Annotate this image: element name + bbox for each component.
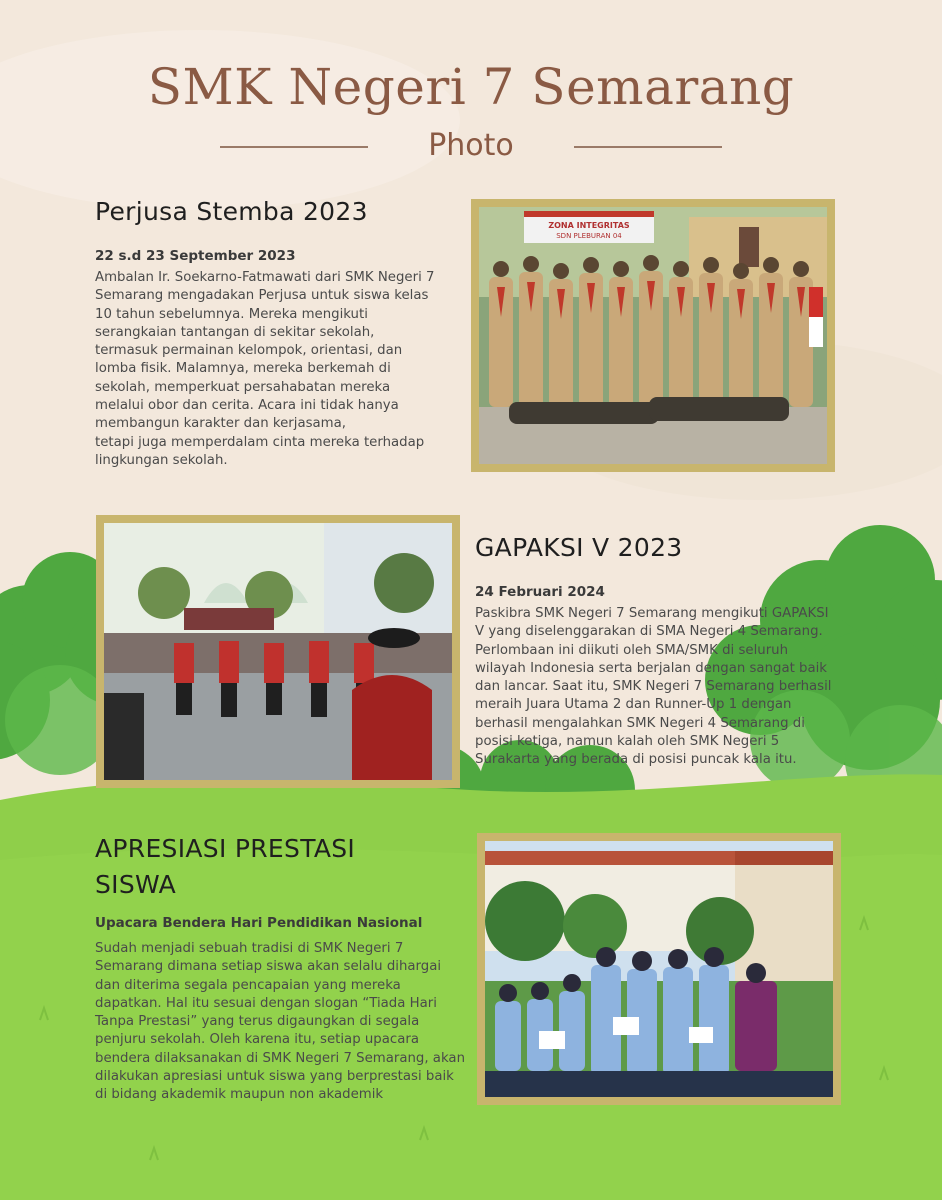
section-text-apresiasi: Sudah menjadi sebuah tradisi di SMK Negeri 7 Semarang dimana setiap siswa akan selalu dihargai dan diterima segala pencapaian yang mereka dapatkan. Hal itu sesuai dengan slogan “Tiada Hari Tanpa Prestasi” yang terus digaungkan di segala penjuru sekolah. Oleh karena itu, setiap upacara bendera dilaksanakan di SMK Negeri 7 Semarang, akan dilakukan apresiasi untuk siswa yang berprestasi baik di bidang akademik maupun non akademik <box>95 941 466 1103</box>
photo-gapaksi <box>96 515 460 788</box>
section-date-gapaksi: 24 Februari 2024 <box>475 584 605 600</box>
section-heading-apresiasi: APRESIASI PRESTASI SISWA <box>95 834 356 899</box>
section-text-perjusa: Ambalan Ir. Soekarno-Fatmawati dari SMK Negeri 7 Semarang mengadakan Perjusa untuk siswa kelas 10 tahun sebelumnya. Mereka mengikuti serangkaian tantangan di sekitar sekolah, termasuk permainan kelompok, orientasi, dan lomba fisik. Malamnya, mereka berkemah di sekolah, memperkuat persahabatan mereka melalui obor dan cerita. Acara ini tidak hanya membangun karakter dan kerjasama, tetapi juga memperdalam cinta mereka terhadap lingkungan sekolah. <box>95 270 435 468</box>
section-date-perjusa: 22 s.d 23 September 2023 <box>95 248 296 264</box>
photo-apresiasi <box>477 833 841 1105</box>
photo-perjusa <box>471 199 835 472</box>
section-date-apresiasi: Upacara Bendera Hari Pendidikan Nasional <box>95 915 423 931</box>
section-heading-gapaksi: GAPAKSI V 2023 <box>475 533 683 562</box>
svg-text:ZONA INTEGRITAS: ZONA INTEGRITAS <box>548 221 630 230</box>
page-subtitle: Photo <box>428 128 514 163</box>
title-divider-right <box>574 146 722 148</box>
svg-text:SDN PLEBURAN 04: SDN PLEBURAN 04 <box>556 232 622 240</box>
section-text-gapaksi: Paskibra SMK Negeri 7 Semarang mengikuti GAPAKSI V yang diselenggarakan di SMA Negeri 4 Semarang. Perlombaan ini diikuti oleh SMA/SMK di seluruh wilayah Indonesia serta berjalan dengan sangat baik dan lancar. Saat itu, SMK Negeri 7 Semarang berhasil meraih Juara Utama 2 dan Runner-Up 1 dengan berhasil mengalahkan SMK Negeri 4 Semarang di posisi ketiga, namun kalah oleh SMK Negeri 5 Surakarta yang berada di posisi puncak kala itu. <box>475 606 832 768</box>
page-title: SMK Negeri 7 Semarang <box>147 58 795 116</box>
section-heading-perjusa: Perjusa Stemba 2023 <box>95 197 368 226</box>
